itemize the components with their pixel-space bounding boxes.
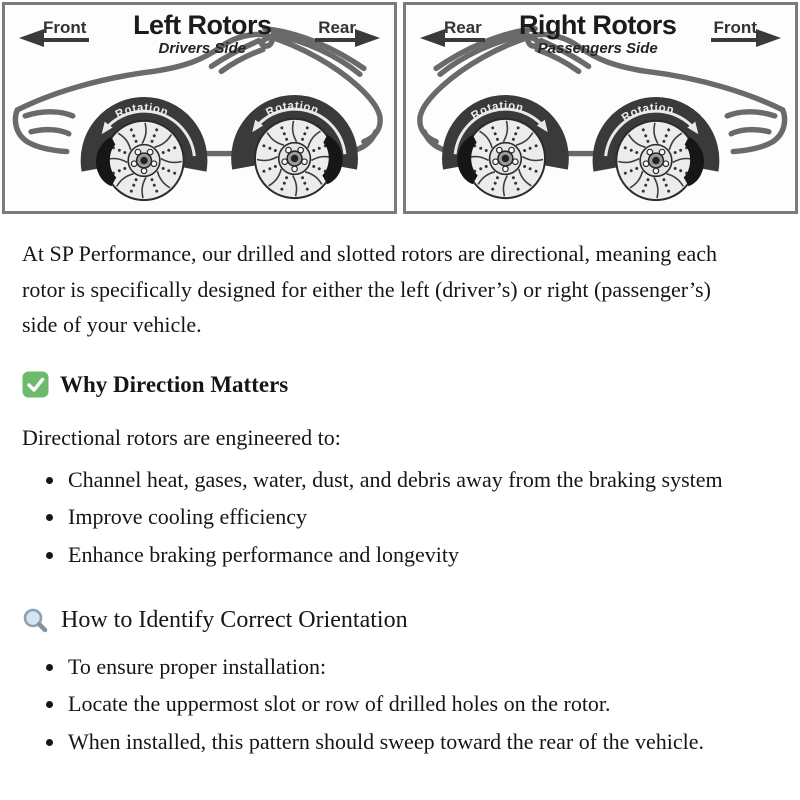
panel-title-block bbox=[133, 12, 272, 56]
left-arrow-icon bbox=[19, 29, 44, 47]
list-item: • Channel heat, gases, water, dust, and debris away from the braking system bbox=[66, 462, 778, 498]
left-panel-header bbox=[5, 11, 394, 56]
panel-subtitle: Drivers Side bbox=[158, 40, 247, 57]
rear-label: Rear bbox=[315, 19, 359, 42]
section-title: Why Direction Matters bbox=[60, 371, 289, 397]
section-title: How to Identify Correct Orientation bbox=[61, 607, 408, 634]
panel-title: Right Rotors bbox=[518, 10, 677, 40]
right-arrow-icon bbox=[756, 29, 781, 47]
list-item: • Enhance braking performance and longevity bbox=[66, 537, 778, 573]
section-heading-orientation bbox=[22, 604, 778, 636]
left-arrow-icon bbox=[420, 29, 445, 47]
list-item: • When installed, this pattern should sweep toward the rear of the vehicle. bbox=[66, 724, 778, 760]
magnifier-icon bbox=[22, 607, 50, 635]
right-arrow-icon bbox=[355, 29, 380, 47]
rear-label: Rear bbox=[441, 19, 485, 42]
panel-subtitle: Passengers Side bbox=[537, 40, 658, 57]
front-direction-indicator bbox=[19, 19, 89, 42]
rotation-label: Rotation bbox=[113, 101, 171, 122]
list-item: • To ensure proper installation: bbox=[66, 649, 778, 685]
front-label: Front bbox=[40, 19, 89, 42]
rear-direction-indicator bbox=[420, 19, 485, 42]
panel-title: Left Rotors bbox=[133, 10, 272, 40]
rotation-label: Rotation bbox=[619, 101, 676, 125]
intro-paragraph: At SP Performance, our drilled and slotted rotors are directional, meaning each rotor is specifically designed for either the left (driver’s) or right (passenger’s) side of your vehicle. bbox=[22, 241, 718, 338]
front-direction-indicator bbox=[711, 19, 781, 42]
benefits-list bbox=[22, 462, 778, 573]
orientation-steps-list bbox=[22, 649, 778, 760]
section-heading-why-direction bbox=[22, 369, 778, 400]
right-rotors-panel bbox=[403, 2, 798, 214]
lead-text: Directional rotors are engineered to: bbox=[22, 424, 341, 450]
rotor-direction-diagram bbox=[0, 0, 800, 216]
rear-direction-indicator bbox=[315, 19, 380, 42]
front-label: Front bbox=[711, 19, 760, 42]
panel-title-block bbox=[519, 12, 676, 56]
right-panel-header bbox=[406, 11, 795, 56]
front-wheel-left-side bbox=[94, 102, 195, 200]
list-item: • Locate the uppermost slot or row of drilled holes on the rotor. bbox=[66, 686, 778, 722]
rotation-label: Rotation bbox=[469, 99, 526, 123]
left-rotors-panel bbox=[2, 2, 397, 214]
article-body bbox=[0, 236, 800, 760]
rotation-label: Rotation bbox=[264, 99, 321, 120]
rear-wheel-left-side bbox=[244, 100, 345, 198]
list-item: • Improve cooling efficiency bbox=[66, 499, 778, 535]
check-mark-icon bbox=[22, 371, 49, 398]
